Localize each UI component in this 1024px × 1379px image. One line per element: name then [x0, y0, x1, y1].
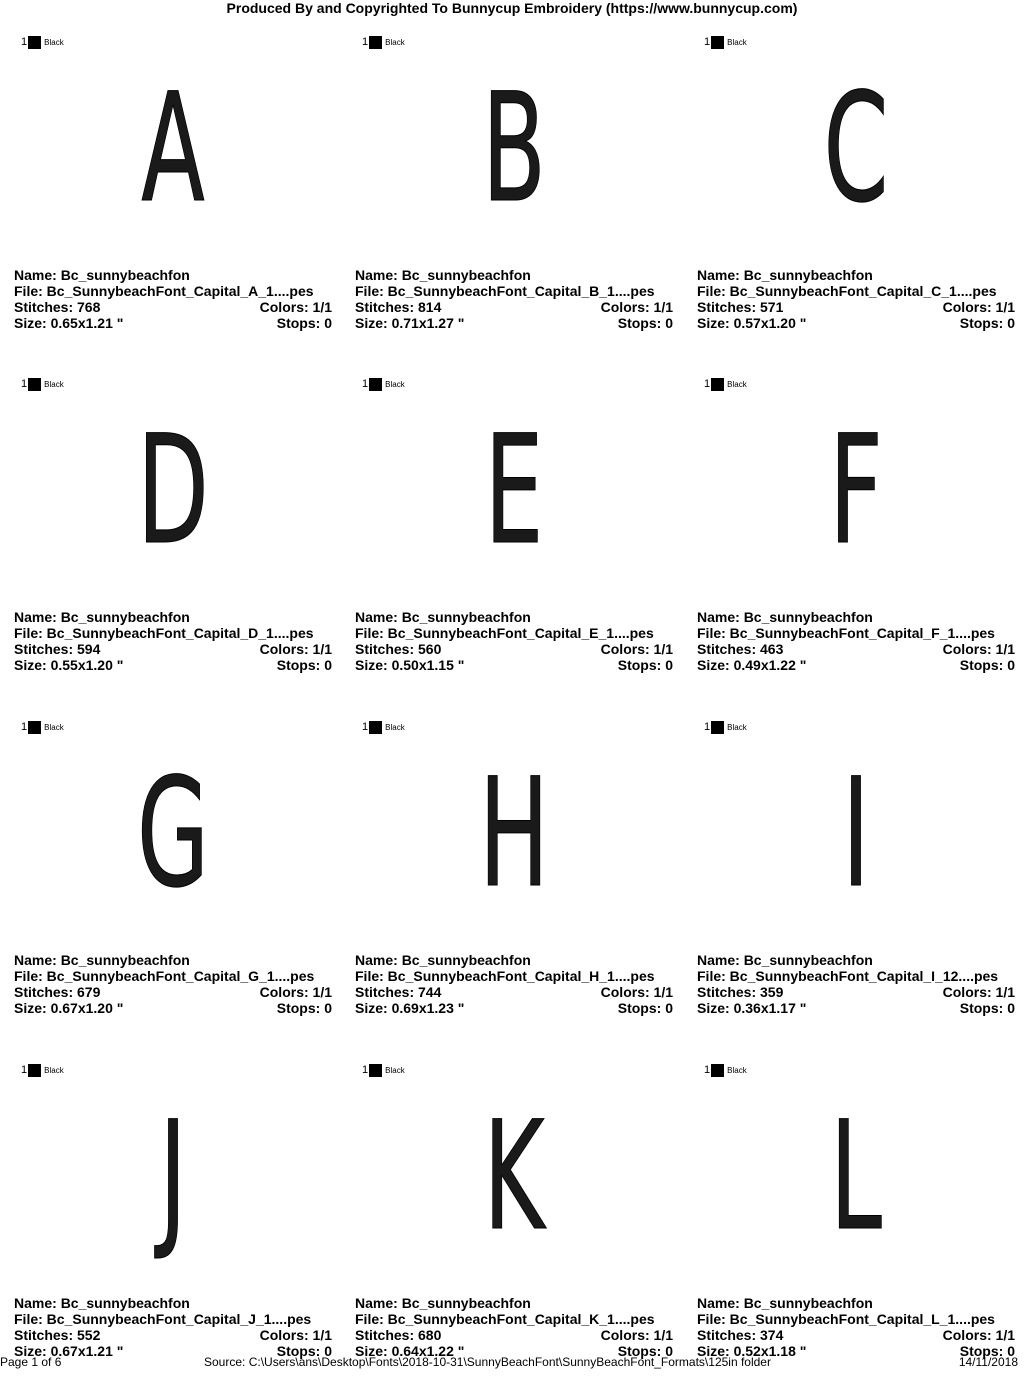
color-swatch — [362, 377, 405, 391]
design-file: Bc_SunnybeachFont_Capital_D_1....pes — [46, 625, 314, 641]
stitch-count: 374 — [760, 1327, 784, 1343]
color-swatch — [21, 35, 64, 49]
color-swatch — [704, 35, 747, 49]
color-count: 1/1 — [653, 299, 673, 315]
size-label: Size: — [355, 1000, 392, 1016]
name-row — [355, 952, 673, 968]
stitches-row — [697, 1327, 1015, 1343]
design-preview: L — [830, 1090, 882, 1264]
colors-label: Colors: — [600, 1327, 654, 1343]
color-chip — [369, 36, 382, 49]
design-name: Bc_sunnybeachfon — [60, 267, 190, 283]
design-size: 0.50x1.15 " — [391, 657, 465, 673]
design-file: Bc_SunnybeachFont_Capital_I_12....pes — [729, 968, 999, 984]
stop-count: 0 — [665, 315, 673, 331]
color-count: 1/1 — [312, 299, 332, 315]
stitch-count: 744 — [418, 984, 442, 1000]
colors-label: Colors: — [600, 299, 654, 315]
color-chip — [28, 378, 41, 391]
stop-count: 0 — [324, 315, 332, 331]
stop-count: 0 — [324, 1343, 332, 1359]
stitches-row — [697, 641, 1015, 657]
size-row — [14, 315, 332, 331]
design-file: Bc_SunnybeachFont_Capital_H_1....pes — [387, 968, 655, 984]
color-name: Black — [385, 722, 405, 732]
design-preview: G — [136, 747, 210, 921]
design-cell — [355, 351, 673, 693]
name-label: Name: — [355, 609, 402, 625]
stitches-row — [14, 299, 332, 315]
design-info — [355, 1295, 673, 1359]
size-row — [14, 657, 332, 673]
file-label: File: — [697, 283, 730, 299]
color-swatch — [362, 720, 405, 734]
stop-count: 0 — [1007, 315, 1015, 331]
design-cell — [697, 694, 1015, 1036]
stitches-label: Stitches: — [355, 984, 419, 1000]
design-size: 0.57x1.20 " — [733, 315, 807, 331]
colors-label: Colors: — [259, 984, 313, 1000]
color-swatch — [21, 1063, 64, 1077]
design-cell — [14, 694, 332, 1036]
page-number: Page 1 of 6 — [0, 1355, 62, 1369]
stitch-count: 680 — [418, 1327, 442, 1343]
color-number: 1 — [362, 36, 369, 48]
stitches-row — [355, 299, 673, 315]
size-label: Size: — [697, 657, 734, 673]
design-name: Bc_sunnybeachfon — [743, 1295, 873, 1311]
file-row — [697, 1311, 1015, 1327]
design-size: 0.67x1.21 " — [50, 1343, 124, 1359]
design-file: Bc_SunnybeachFont_Capital_A_1....pes — [46, 283, 314, 299]
color-number: 1 — [21, 721, 28, 733]
file-row — [697, 283, 1015, 299]
design-cell — [14, 1037, 332, 1379]
design-info — [14, 1295, 332, 1359]
stops-label: Stops: — [276, 657, 325, 673]
color-chip — [28, 1064, 41, 1077]
file-row — [355, 968, 673, 984]
color-count: 1/1 — [312, 641, 332, 657]
design-file: Bc_SunnybeachFont_Capital_J_1....pes — [46, 1311, 312, 1327]
colors-label: Colors: — [942, 1327, 996, 1343]
color-swatch — [21, 377, 64, 391]
design-info — [355, 952, 673, 1016]
colors-label: Colors: — [259, 299, 313, 315]
stops-label: Stops: — [617, 657, 666, 673]
file-row — [14, 1311, 332, 1327]
size-row — [355, 657, 673, 673]
name-row — [697, 1295, 1015, 1311]
file-label: File: — [14, 625, 47, 641]
size-label: Size: — [14, 1000, 51, 1016]
design-name: Bc_sunnybeachfon — [401, 952, 531, 968]
design-cell — [355, 1037, 673, 1379]
stops-label: Stops: — [617, 1343, 666, 1359]
stitch-count: 594 — [77, 641, 101, 657]
color-count: 1/1 — [995, 299, 1015, 315]
color-name: Black — [44, 722, 64, 732]
size-label: Size: — [697, 1343, 734, 1359]
design-preview: D — [137, 404, 209, 578]
color-count: 1/1 — [995, 1327, 1015, 1343]
color-number: 1 — [704, 378, 711, 390]
stop-count: 0 — [665, 657, 673, 673]
design-preview: J — [159, 1090, 187, 1264]
color-number: 1 — [362, 378, 369, 390]
colors-label: Colors: — [600, 984, 654, 1000]
color-count: 1/1 — [312, 984, 332, 1000]
design-name: Bc_sunnybeachfon — [743, 267, 873, 283]
color-chip — [28, 36, 41, 49]
stitches-label: Stitches: — [14, 641, 78, 657]
stitches-row — [14, 984, 332, 1000]
name-row — [697, 952, 1015, 968]
colors-label: Colors: — [259, 641, 313, 657]
color-number: 1 — [362, 721, 369, 733]
size-row — [355, 1000, 673, 1016]
color-name: Black — [385, 1065, 405, 1075]
stitch-count: 679 — [77, 984, 101, 1000]
design-info — [697, 609, 1015, 673]
design-info — [14, 952, 332, 1016]
name-label: Name: — [14, 1295, 61, 1311]
stops-label: Stops: — [959, 1343, 1008, 1359]
color-name: Black — [385, 379, 405, 389]
color-name: Black — [44, 1065, 64, 1075]
name-label: Name: — [14, 952, 61, 968]
file-row — [355, 1311, 673, 1327]
colors-label: Colors: — [942, 984, 996, 1000]
color-number: 1 — [704, 721, 711, 733]
stitch-count: 552 — [77, 1327, 101, 1343]
print-date: 14/11/2018 — [958, 1355, 1018, 1369]
file-label: File: — [697, 1311, 730, 1327]
file-label: File: — [355, 968, 388, 984]
color-chip — [711, 36, 724, 49]
design-size: 0.55x1.20 " — [50, 657, 124, 673]
size-row — [697, 657, 1015, 673]
color-count: 1/1 — [312, 1327, 332, 1343]
stop-count: 0 — [665, 1000, 673, 1016]
name-label: Name: — [697, 609, 744, 625]
colors-label: Colors: — [942, 641, 996, 657]
design-info — [697, 1295, 1015, 1359]
design-name: Bc_sunnybeachfon — [743, 952, 873, 968]
design-preview: I — [842, 747, 870, 921]
design-size: 0.67x1.20 " — [50, 1000, 124, 1016]
stops-label: Stops: — [276, 315, 325, 331]
stitches-label: Stitches: — [697, 299, 761, 315]
color-name: Black — [727, 722, 747, 732]
file-row — [14, 968, 332, 984]
stop-count: 0 — [1007, 657, 1015, 673]
design-preview: K — [483, 1090, 545, 1264]
stitch-count: 814 — [418, 299, 442, 315]
file-row — [697, 625, 1015, 641]
design-name: Bc_sunnybeachfon — [401, 609, 531, 625]
file-label: File: — [14, 968, 47, 984]
design-file: Bc_SunnybeachFont_Capital_B_1....pes — [387, 283, 655, 299]
file-row — [14, 625, 332, 641]
page-footer — [0, 1354, 1024, 1370]
design-cell — [14, 9, 332, 351]
color-number: 1 — [21, 378, 28, 390]
stitches-label: Stitches: — [697, 984, 761, 1000]
size-label: Size: — [697, 315, 734, 331]
stitch-count: 359 — [760, 984, 784, 1000]
file-label: File: — [355, 625, 388, 641]
name-row — [355, 1295, 673, 1311]
design-preview: H — [479, 747, 549, 921]
color-count: 1/1 — [995, 984, 1015, 1000]
name-row — [14, 609, 332, 625]
color-count: 1/1 — [653, 641, 673, 657]
name-row — [697, 267, 1015, 283]
stop-count: 0 — [665, 1343, 673, 1359]
color-chip — [369, 721, 382, 734]
color-name: Black — [44, 37, 64, 47]
design-size: 0.64x1.22 " — [391, 1343, 465, 1359]
size-label: Size: — [14, 1343, 51, 1359]
design-info — [697, 952, 1015, 1016]
color-chip — [369, 1064, 382, 1077]
stop-count: 0 — [1007, 1000, 1015, 1016]
size-label: Size: — [355, 1343, 392, 1359]
stitches-row — [355, 1327, 673, 1343]
design-size: 0.49x1.22 " — [733, 657, 807, 673]
design-cell — [697, 1037, 1015, 1379]
stops-label: Stops: — [959, 1000, 1008, 1016]
design-name: Bc_sunnybeachfon — [743, 609, 873, 625]
design-size: 0.36x1.17 " — [733, 1000, 807, 1016]
color-chip — [369, 378, 382, 391]
stitches-row — [355, 641, 673, 657]
size-label: Size: — [14, 657, 51, 673]
design-size: 0.65x1.21 " — [50, 315, 124, 331]
color-swatch — [362, 35, 405, 49]
stitches-label: Stitches: — [355, 641, 419, 657]
color-number: 1 — [362, 1064, 369, 1076]
stitches-row — [355, 984, 673, 1000]
color-name: Black — [727, 37, 747, 47]
design-name: Bc_sunnybeachfon — [60, 952, 190, 968]
design-cell — [355, 9, 673, 351]
color-number: 1 — [21, 36, 28, 48]
color-swatch — [704, 377, 747, 391]
design-preview: B — [482, 62, 546, 236]
stitches-label: Stitches: — [14, 299, 78, 315]
file-label: File: — [14, 1311, 47, 1327]
stops-label: Stops: — [276, 1000, 325, 1016]
design-preview: C — [823, 62, 889, 236]
name-row — [14, 952, 332, 968]
design-cell — [697, 9, 1015, 351]
stitches-label: Stitches: — [355, 299, 419, 315]
design-cell — [14, 351, 332, 693]
file-row — [697, 968, 1015, 984]
file-label: File: — [355, 1311, 388, 1327]
design-info — [697, 267, 1015, 331]
stop-count: 0 — [1007, 1343, 1015, 1359]
stitch-count: 463 — [760, 641, 784, 657]
color-count: 1/1 — [653, 984, 673, 1000]
size-label: Size: — [14, 315, 51, 331]
size-label: Size: — [697, 1000, 734, 1016]
stitches-label: Stitches: — [697, 1327, 761, 1343]
size-row — [14, 1000, 332, 1016]
size-row — [697, 1000, 1015, 1016]
color-name: Black — [727, 379, 747, 389]
name-label: Name: — [697, 267, 744, 283]
file-row — [355, 625, 673, 641]
design-size: 0.71x1.27 " — [391, 315, 465, 331]
size-row — [697, 315, 1015, 331]
color-chip — [28, 721, 41, 734]
stitch-count: 571 — [760, 299, 784, 315]
color-number: 1 — [704, 1064, 711, 1076]
color-name: Black — [44, 379, 64, 389]
file-label: File: — [697, 968, 730, 984]
name-row — [697, 609, 1015, 625]
size-label: Size: — [355, 315, 392, 331]
page-header: Produced By and Copyrighted To Bunnycup Embroidery (https://www.bunnycup.com) — [226, 0, 798, 16]
design-info — [14, 267, 332, 331]
stitches-row — [697, 299, 1015, 315]
stops-label: Stops: — [276, 1343, 325, 1359]
name-row — [14, 1295, 332, 1311]
design-file: Bc_SunnybeachFont_Capital_G_1....pes — [46, 968, 315, 984]
file-label: File: — [14, 283, 47, 299]
color-name: Black — [727, 1065, 747, 1075]
name-label: Name: — [697, 952, 744, 968]
color-chip — [711, 721, 724, 734]
color-count: 1/1 — [653, 1327, 673, 1343]
stops-label: Stops: — [617, 1000, 666, 1016]
design-file: Bc_SunnybeachFont_Capital_L_1....pes — [729, 1311, 995, 1327]
stitch-count: 560 — [418, 641, 442, 657]
colors-label: Colors: — [259, 1327, 313, 1343]
design-name: Bc_sunnybeachfon — [401, 1295, 531, 1311]
source-path: Source: C:\Users\ans\Desktop\Fonts\2018-10-31\SunnyBeachFont\SunnyBeachFont_Formats\125in folder — [204, 1355, 771, 1369]
colors-label: Colors: — [600, 641, 654, 657]
stitches-row — [14, 1327, 332, 1343]
color-chip — [711, 378, 724, 391]
stitches-label: Stitches: — [697, 641, 761, 657]
design-preview: A — [141, 62, 205, 236]
stops-label: Stops: — [959, 657, 1008, 673]
file-row — [14, 283, 332, 299]
stops-label: Stops: — [959, 315, 1008, 331]
design-cell — [355, 694, 673, 1036]
color-swatch — [704, 720, 747, 734]
color-swatch — [704, 1063, 747, 1077]
file-label: File: — [697, 625, 730, 641]
name-label: Name: — [355, 952, 402, 968]
name-label: Name: — [697, 1295, 744, 1311]
stitches-label: Stitches: — [14, 1327, 78, 1343]
stitches-label: Stitches: — [355, 1327, 419, 1343]
file-row — [355, 283, 673, 299]
stitches-row — [697, 984, 1015, 1000]
size-row — [355, 315, 673, 331]
name-row — [355, 609, 673, 625]
name-label: Name: — [355, 1295, 402, 1311]
design-name: Bc_sunnybeachfon — [60, 1295, 190, 1311]
stop-count: 0 — [324, 1000, 332, 1016]
design-info — [355, 609, 673, 673]
name-label: Name: — [355, 267, 402, 283]
design-name: Bc_sunnybeachfon — [60, 609, 190, 625]
design-size: 0.69x1.23 " — [391, 1000, 465, 1016]
stitch-count: 768 — [77, 299, 101, 315]
stitches-label: Stitches: — [14, 984, 78, 1000]
color-name: Black — [385, 37, 405, 47]
design-preview: F — [829, 404, 883, 578]
color-swatch — [21, 720, 64, 734]
design-file: Bc_SunnybeachFont_Capital_C_1....pes — [729, 283, 997, 299]
design-file: Bc_SunnybeachFont_Capital_K_1....pes — [387, 1311, 655, 1327]
colors-label: Colors: — [942, 299, 996, 315]
name-label: Name: — [14, 267, 61, 283]
design-file: Bc_SunnybeachFont_Capital_E_1....pes — [387, 625, 654, 641]
color-number: 1 — [704, 36, 711, 48]
file-label: File: — [355, 283, 388, 299]
color-chip — [711, 1064, 724, 1077]
name-label: Name: — [14, 609, 61, 625]
design-preview: E — [484, 404, 544, 578]
stitches-row — [14, 641, 332, 657]
design-info — [14, 609, 332, 673]
design-name: Bc_sunnybeachfon — [401, 267, 531, 283]
design-info — [355, 267, 673, 331]
stop-count: 0 — [324, 657, 332, 673]
stops-label: Stops: — [617, 315, 666, 331]
color-swatch — [362, 1063, 405, 1077]
design-file: Bc_SunnybeachFont_Capital_F_1....pes — [729, 625, 995, 641]
name-row — [14, 267, 332, 283]
name-row — [355, 267, 673, 283]
design-cell — [697, 351, 1015, 693]
color-number: 1 — [21, 1064, 28, 1076]
size-label: Size: — [355, 657, 392, 673]
design-size: 0.52x1.18 " — [733, 1343, 807, 1359]
color-count: 1/1 — [995, 641, 1015, 657]
